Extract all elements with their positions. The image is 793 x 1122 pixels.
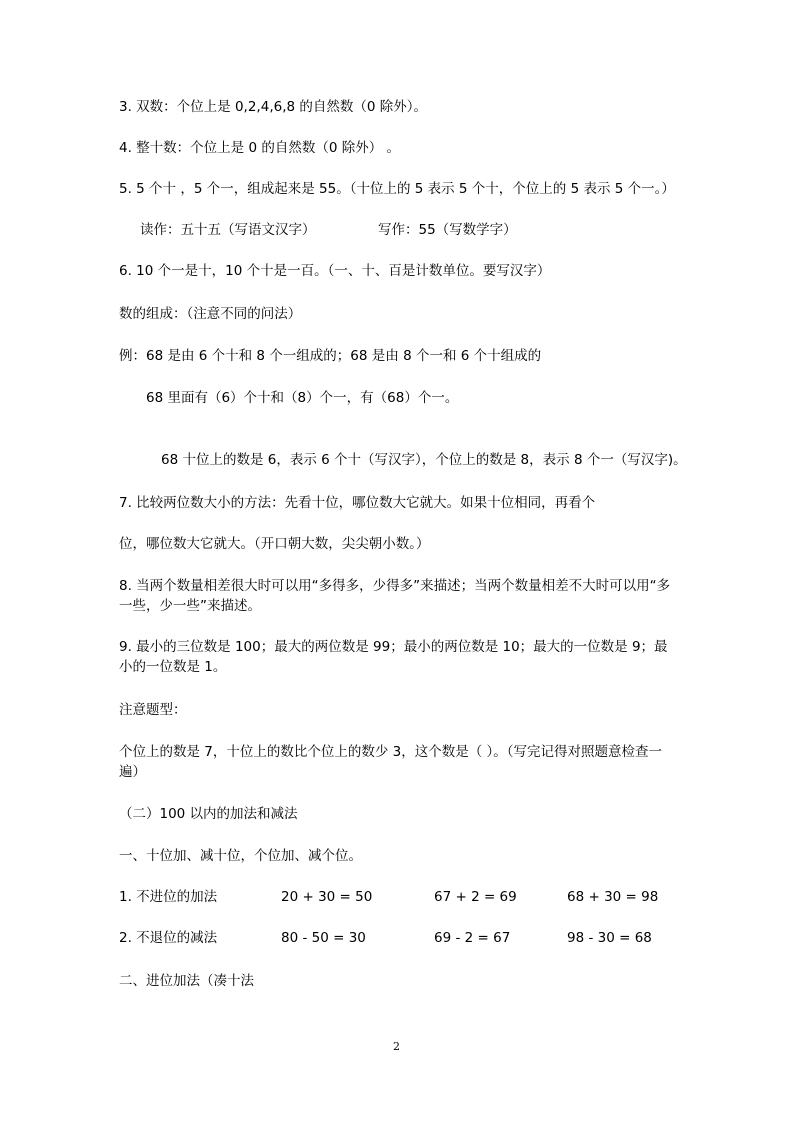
addition-example-1: 20 + 30 = 50 — [281, 889, 373, 905]
item-9-smallest-largest: 9. 最小的三位数是 100；最大的两位数是 99；最小的两位数是 10；最大的一位数是 9；最小的一位数是 1。 — [119, 639, 668, 675]
example-line-1: 例：68 是由 6 个十和 8 个一组成的；68 是由 8 个一和 6 个十组成的 — [119, 348, 542, 364]
item-4-whole-tens: 4. 整十数：个位上是 0 的自然数（0 除外） 。 — [119, 140, 401, 156]
subtraction-example-3: 98 - 30 = 68 — [567, 930, 652, 946]
rule-1-heading: 一、十位加、减十位，个位加、减个位。 — [119, 848, 362, 864]
item-7-compare-line-2: 位，哪位数大它就大。（开口朝大数，尖尖朝小数。） — [119, 536, 430, 552]
composition-heading: 数的组成：（注意不同的问法） — [119, 306, 302, 322]
addition-example-3: 68 + 30 = 98 — [567, 889, 659, 905]
rule-2-heading: 二、进位加法（凑十法 — [119, 973, 254, 989]
item-8-describe: 8. 当两个数量相差很大时可以用“多得多，少得多”来描述；当两个数量相差不大时可以用“多一些，少一些”来描述。 — [119, 578, 671, 614]
addition-example-2: 67 + 2 = 69 — [434, 889, 517, 905]
example-line-2: 68 里面有（6）个十和（8）个一，有（68）个一。 — [146, 390, 459, 406]
example-line-3: 68 十位上的数是 6，表示 6 个十（写汉字），个位上的数是 8，表示 8 个一（写汉字)。 — [161, 452, 687, 468]
item-6-counting-units: 6. 10 个一是十，10 个十是一百。（一、十、百是计数单位。要写汉字） — [119, 263, 551, 279]
item-7-compare-line-1: 7. 比较两位数大小的方法：先看十位，哪位数大它就大。如果十位相同，再看个 — [119, 495, 596, 511]
page-number: 2 — [393, 1040, 400, 1053]
item-3-even-numbers: 3. 双数：个位上是 0,2,4,6,8 的自然数（0 除外）。 — [119, 99, 427, 115]
subtraction-example-1: 80 - 50 = 30 — [281, 930, 366, 946]
addition-label: 1. 不进位的加法 — [119, 889, 218, 905]
subtraction-label: 2. 不退位的减法 — [119, 930, 218, 946]
note-heading: 注意题型： — [119, 702, 187, 718]
read-as-line: 读作：五十五（写语文汉字） — [140, 222, 316, 238]
section-2-heading: （二）100 以内的加法和减法 — [119, 806, 298, 822]
item-5-composition: 5. 5 个十 ，5 个一，组成起来是 55。（十位上的 5 表示 5 个十，个位上的 5 表示 5 个一。） — [119, 181, 675, 197]
note-question: 个位上的数是 7，十位上的数比个位上的数少 3，这个数是（ ）。（写完记得对照题意检查一遍） — [119, 744, 663, 780]
write-as-line: 写作：55（写数学字） — [378, 222, 517, 238]
subtraction-example-2: 69 - 2 = 67 — [434, 930, 511, 946]
